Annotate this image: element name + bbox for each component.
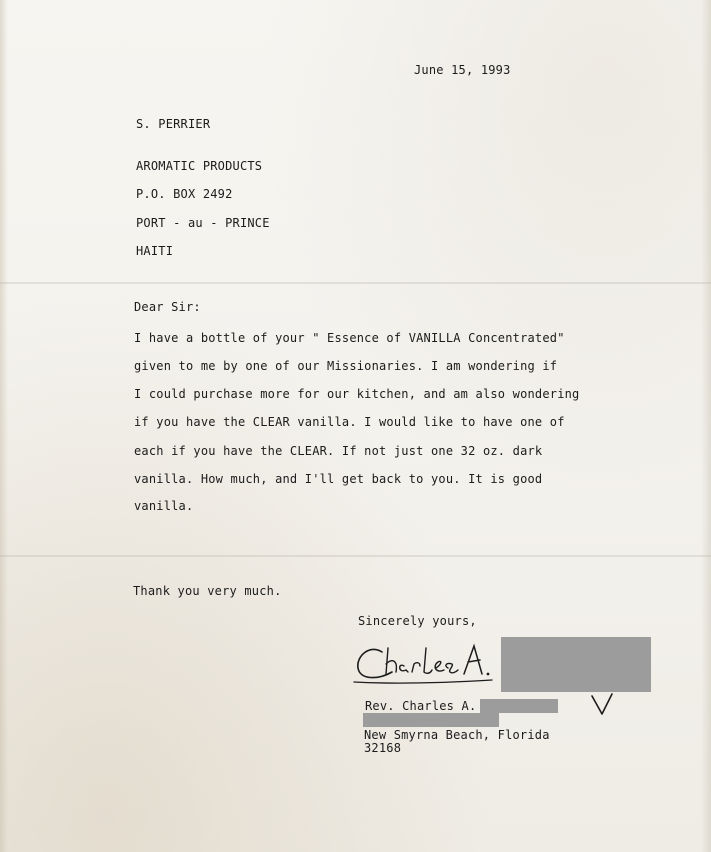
sender-city-state: New Smyrna Beach, Florida	[364, 728, 550, 742]
thanks-line: Thank you very much.	[133, 584, 282, 598]
closing: Sincerely yours,	[358, 614, 477, 628]
body-line: I have a bottle of your " Essence of VANILLA Concentrated"	[134, 331, 565, 345]
recipient-country: HAITI	[136, 244, 174, 258]
recipient-city: PORT - au - PRINCE	[136, 216, 270, 230]
redaction-block	[501, 637, 651, 692]
fold-crease-top	[0, 282, 711, 284]
letter-date: June 15, 1993	[414, 63, 511, 77]
fold-crease-bottom	[0, 555, 711, 557]
redaction-block	[363, 713, 499, 727]
body-line: if you have the CLEAR vanilla. I would like to have one of	[134, 415, 565, 429]
body-line: each if you have the CLEAR. If not just one 32 oz. dark	[134, 444, 543, 458]
salutation: Dear Sir:	[134, 300, 201, 314]
sender-name: Rev. Charles A.	[365, 699, 477, 713]
paper-edge-stain-left	[0, 0, 8, 852]
sender-zip: 32168	[364, 741, 402, 755]
recipient-company: AROMATIC PRODUCTS	[136, 159, 263, 173]
handwritten-signature	[352, 638, 502, 688]
recipient-po-box: P.O. BOX 2492	[136, 187, 233, 201]
recipient-name: S. PERRIER	[136, 117, 211, 131]
redaction-block	[480, 699, 558, 713]
body-line: I could purchase more for our kitchen, and am also wondering	[134, 387, 580, 401]
body-line: vanilla.	[134, 499, 194, 513]
paper-edge-stain-right	[701, 0, 711, 852]
body-line: vanilla. How much, and I'll get back to you. It is good	[134, 472, 543, 486]
body-line: given to me by one of our Missionaries. I am wondering if	[134, 359, 558, 373]
checkmark-icon	[590, 692, 616, 718]
